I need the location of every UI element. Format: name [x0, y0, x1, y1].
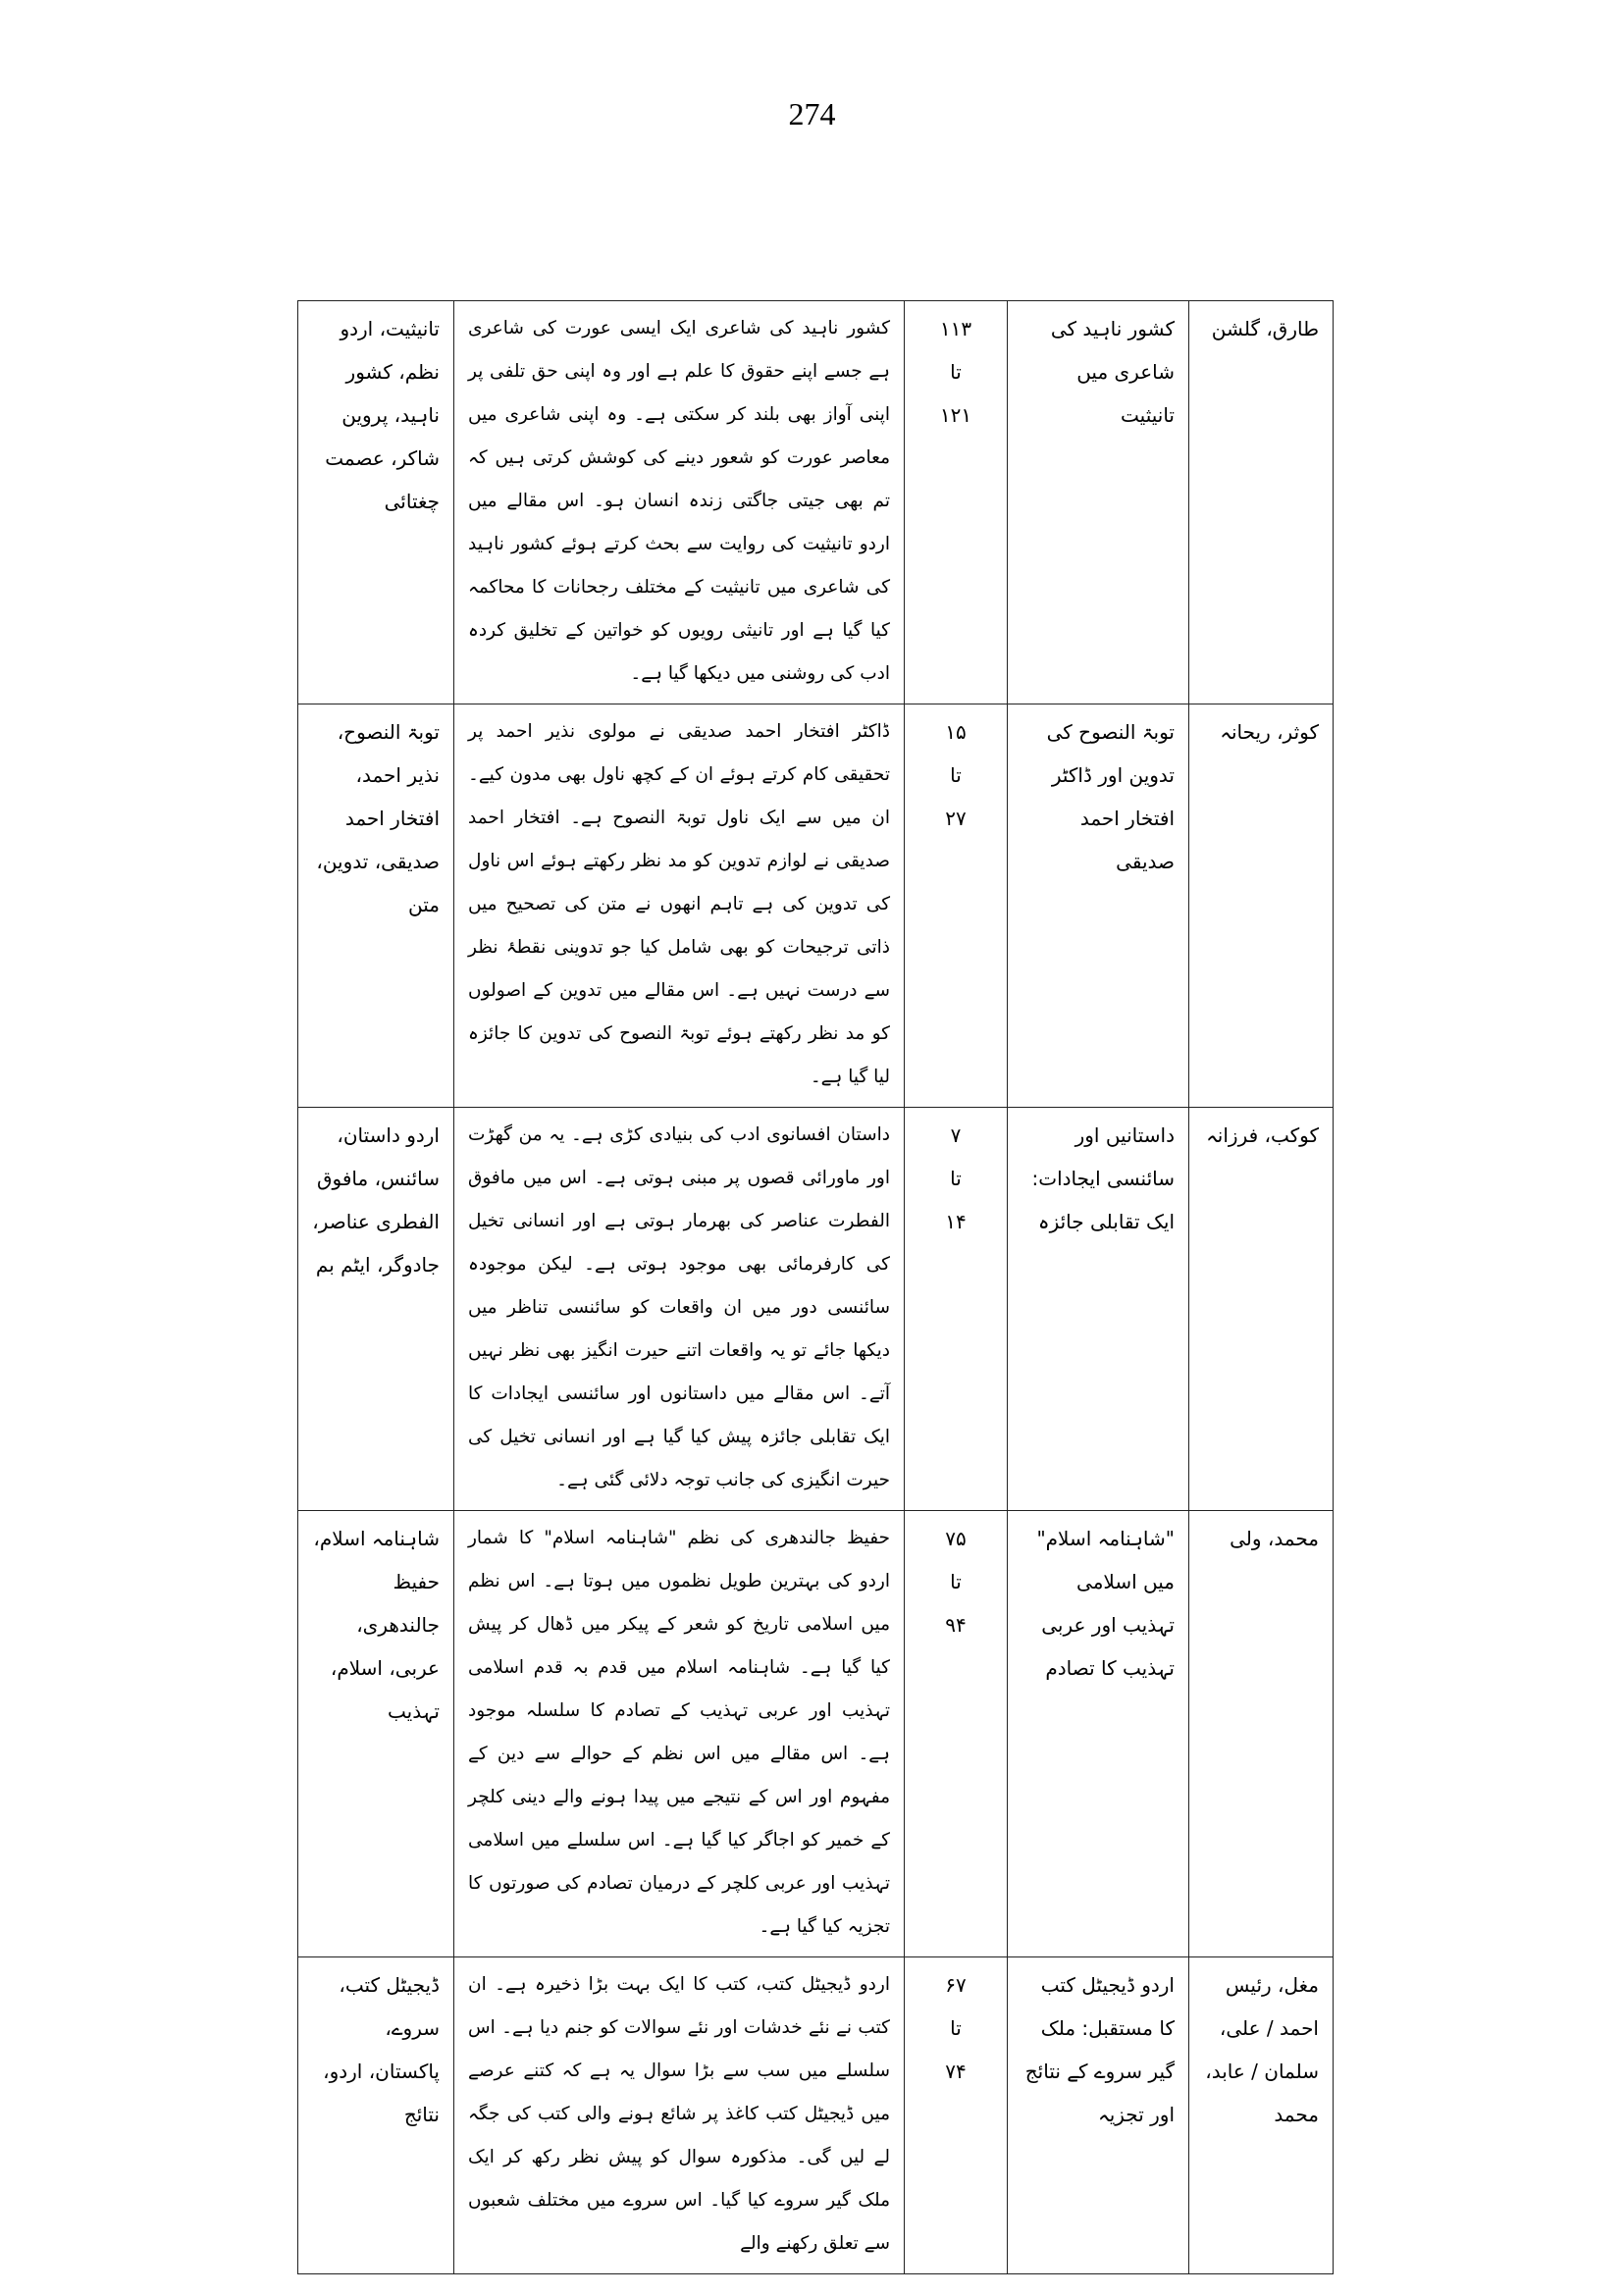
page-end: ۲۷: [945, 807, 967, 830]
abstract-cell: اردو ڈیجیٹل کتب، کتب کا ایک بہت بڑا ذخیرہ ہے۔ ان کتب نے نئے خدشات اور نئے سوالات کو جنم دیا ہے۔ اس سلسلے میں سب سے بڑا سوال یہ ہے کہ کتنے عرصے میں ڈیجیٹل کتب کاغذ پر شائع ہونے والی کتب کی جگہ لے لیں گی۔ مذکورہ سوال کو پیش نظر رکھ کر ایک ملک گیر سروے کیا گیا۔ اس سروے میں مختلف شعبوں سے تعلق رکھنے والے: [454, 1957, 905, 2274]
page-start: ۶۷: [945, 1973, 967, 1997]
title-cell: "شاہنامہ اسلام" میں اسلامی تہذیب اور عربی تہذیب کا تصادم: [1008, 1511, 1189, 1957]
keywords-cell: اردو داستان، سائنس، مافوق الفطری عناصر، جادوگر، ایٹم بم: [298, 1108, 454, 1511]
title-cell: کشور ناہید کی شاعری میں تانیثیت: [1008, 301, 1189, 704]
pages-cell: [905, 1957, 1008, 2274]
page-number: 274: [788, 96, 836, 131]
abstract-cell: کشور ناہید کی شاعری ایک ایسی عورت کی شاعری ہے جسے اپنے حقوق کا علم ہے اور وہ اپنی حق تلفی پر اپنی آواز بھی بلند کر سکتی ہے۔ وہ اپنی شاعری میں معاصر عورت کو شعور دینے کی کوشش کرتی ہیں کہ تم بھی جیتی جاگتی زندہ انسان ہو۔ اس مقالے میں اردو تانیثیت کی روایت سے بحث کرتے ہوئے کشور ناہید کی شاعری میں تانیثیت کے مختلف رجحانات کا محاکمہ کیا گیا ہے اور تانیثی رویوں کو خواتین کے تخلیق کردہ ادب کی روشنی میں دیکھا گیا ہے۔: [454, 301, 905, 704]
table-row: [298, 301, 1334, 704]
authors-cell: کوکب، فرزانہ: [1189, 1108, 1334, 1511]
title-cell: داستانیں اور سائنسی ایجادات: ایک تقابلی جائزہ: [1008, 1108, 1189, 1511]
abstract-cell: حفیظ جالندھری کی نظم "شاہنامہ اسلام" کا شمار اردو کی بہترین طویل نظموں میں ہوتا ہے۔ اس نظم میں اسلامی تاریخ کو شعر کے پیکر میں ڈھال کر پیش کیا گیا ہے۔ شاہنامہ اسلام میں قدم بہ قدم اسلامی تہذیب اور عربی تہذیب کے تصادم کا سلسلہ موجود ہے۔ اس مقالے میں اس نظم کے حوالے سے دین کے مفہوم اور اس کے نتیجے میں پیدا ہونے والے دینی کلچر کے خمیر کو اجاگر کیا گیا ہے۔ اس سلسلے میں اسلامی تہذیب اور عربی کلچر کے درمیان تصادم کی صورتوں کا تجزیہ کیا گیا ہے۔: [454, 1511, 905, 1957]
keywords-cell: تانیثیت، اردو نظم، کشور ناہید، پروین شاکر، عصمت چغتائی: [298, 301, 454, 704]
authors-cell: کوثر، ریحانہ: [1189, 704, 1334, 1108]
keywords-cell: شاہنامہ اسلام، حفیظ جالندھری، عربی، اسلام، تہذیب: [298, 1511, 454, 1957]
article-index-table: [297, 300, 1334, 2274]
abstract-cell: ڈاکٹر افتخار احمد صدیقی نے مولوی نذیر احمد پر تحقیقی کام کرتے ہوئے ان کے کچھ ناول بھی مدون کیے۔ ان میں سے ایک ناول توبۃ النصوح ہے۔ افتخار احمد صدیقی نے لوازم تدوین کو مد نظر رکھتے ہوئے اس ناول کی تدوین کی ہے تاہم انھوں نے متن کی تصحیح میں ذاتی ترجیحات کو بھی شامل کیا جو تدوینی نقطۂ نظر سے درست نہیں ہے۔ اس مقالے میں تدوین کے اصولوں کو مد نظر رکھتے ہوئے توبۃ النصوح کی تدوین کا جائزہ لیا گیا ہے۔: [454, 704, 905, 1108]
page-separator: تا: [950, 763, 962, 787]
pages-cell: [905, 704, 1008, 1108]
keywords-cell: توبۃ النصوح، نذیر احمد، افتخار احمد صدیقی، تدوین، متن: [298, 704, 454, 1108]
page-end: ۷۴: [945, 2060, 967, 2083]
page-separator: تا: [950, 1570, 962, 1593]
table-row: [298, 1957, 1334, 2274]
table-row: [298, 704, 1334, 1108]
pages-cell: [905, 1511, 1008, 1957]
page-separator: تا: [950, 2016, 962, 2040]
page-start: ۷۵: [945, 1527, 967, 1550]
page-start: ۱۵: [945, 720, 967, 744]
page-start: ۱۱۳: [939, 317, 972, 340]
authors-cell: طارق، گلشن: [1189, 301, 1334, 704]
page-separator: تا: [950, 1167, 962, 1190]
page-end: ۱۲۱: [939, 403, 972, 427]
title-cell: توبۃ النصوح کی تدوین اور ڈاکٹر افتخار احمد صدیقی: [1008, 704, 1189, 1108]
page-end: ۱۴: [945, 1210, 967, 1233]
pages-cell: [905, 301, 1008, 704]
table-row: [298, 1511, 1334, 1957]
abstract-cell: داستان افسانوی ادب کی بنیادی کڑی ہے۔ یہ من گھڑت اور ماورائی قصوں پر مبنی ہوتی ہے۔ اس میں مافوق الفطرت عناصر کی بھرمار ہوتی ہے اور انسانی تخیل کی کارفرمائی بھی موجود ہوتی ہے۔ لیکن موجودہ سائنسی دور میں ان واقعات کو سائنسی تناظر میں دیکھا جائے تو یہ واقعات اتنے حیرت انگیز بھی نظر نہیں آتے۔ اس مقالے میں داستانوں اور سائنسی ایجادات کا ایک تقابلی جائزہ پیش کیا گیا ہے اور انسانی تخیل کی حیرت انگیزی کی جانب توجہ دلائی گئی ہے۔: [454, 1108, 905, 1511]
page-end: ۹۴: [945, 1613, 967, 1637]
pages-cell: [905, 1108, 1008, 1511]
page-separator: تا: [950, 360, 962, 384]
authors-cell: محمد، ولی: [1189, 1511, 1334, 1957]
keywords-cell: ڈیجیٹل کتب، سروے، پاکستان، اردو، نتائج: [298, 1957, 454, 2274]
authors-cell: مغل، رئیس احمد / علی، سلمان / عابد، محمد: [1189, 1957, 1334, 2274]
page-start: ۷: [950, 1123, 962, 1147]
table-row: [298, 1108, 1334, 1511]
title-cell: اردو ڈیجیٹل کتب کا مستقبل: ملک گیر سروے کے نتائج اور تجزیہ: [1008, 1957, 1189, 2274]
